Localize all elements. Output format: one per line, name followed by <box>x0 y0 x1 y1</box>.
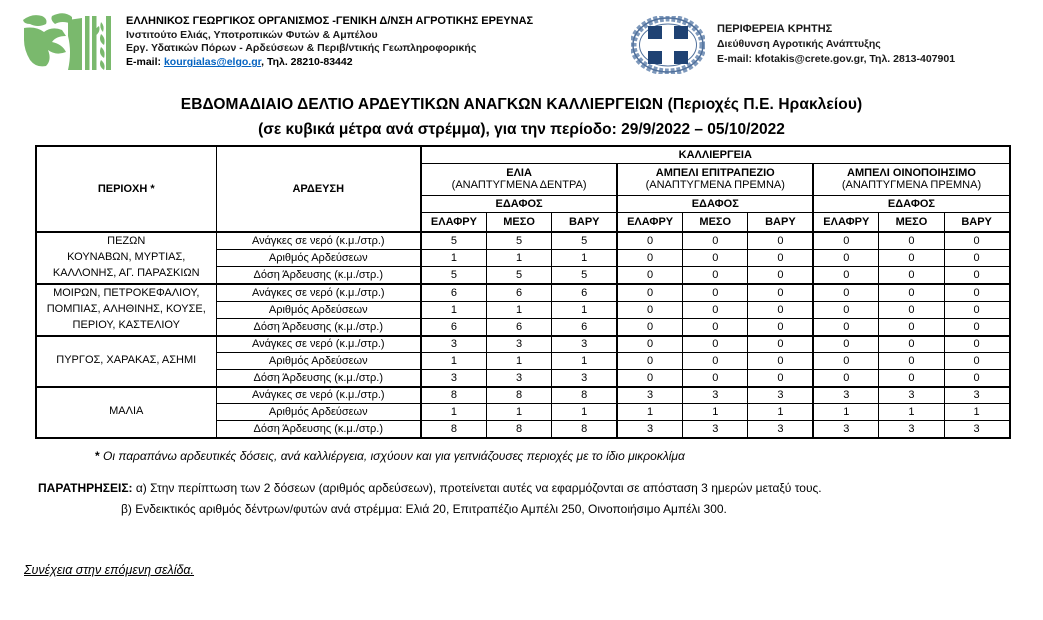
irrigation-metric-label: Αριθμός Αρδεύσεων <box>216 404 421 421</box>
region-name-line: ΚΑΛΛΟΝΗΣ, ΑΓ. ΠΑΡΑΣΚΙΩΝ <box>52 266 200 279</box>
crete-region-header-block <box>631 10 1021 88</box>
value-cell: 3 <box>748 387 813 404</box>
title-line-2: (σε κυβικά μέτρα ανά στρέμμα), για την περίοδο: 29/9/2022 – 05/10/2022 <box>258 121 785 138</box>
value-cell: 3 <box>944 387 1009 404</box>
value-cell: 3 <box>617 421 682 438</box>
crop-header-table-grape <box>617 163 813 195</box>
irrigation-metric-label: Αριθμός Αρδεύσεων <box>216 353 421 370</box>
remark-a-text: α) Στην περίπτωση των 2 δόσεων (αριθμός αρδεύσεων), προτείνεται αυτές να εφαρμόζονται σε απόσταση 3 ημερών μεταξύ τους. <box>132 481 822 495</box>
org-lab: Εργ. Υδατικών Πόρων - Αρδεύσεων & Περιβ/ντικής Γεωπληροφορικής <box>126 42 477 55</box>
value-cell: 0 <box>617 353 682 370</box>
value-cell: 1 <box>486 404 551 421</box>
elgo-email-link[interactable]: kourgialas@elgo.gr <box>163 56 262 69</box>
irrigation-metric-label: Ανάγκες σε νερό (κ.μ./στρ.) <box>216 284 421 301</box>
value-cell: 0 <box>879 336 944 353</box>
value-cell: 5 <box>421 267 486 284</box>
org-contact-line <box>126 56 533 70</box>
irrigation-metric-label: Ανάγκες σε νερό (κ.μ./στρ.) <box>216 387 421 404</box>
value-cell: 0 <box>813 318 878 335</box>
value-cell: 0 <box>748 353 813 370</box>
irrigation-metric-label: Δόση Άρδευσης (κ.μ./στρ.) <box>216 421 421 438</box>
irrigation-metric-label: Ανάγκες σε νερό (κ.μ./στρ.) <box>216 232 421 249</box>
value-cell: 0 <box>813 267 878 284</box>
value-cell: 0 <box>944 353 1009 370</box>
value-cell: 0 <box>944 267 1009 284</box>
irrigation-needs-table <box>35 145 1011 439</box>
crete-region-text <box>717 10 955 66</box>
value-cell: 3 <box>879 421 944 438</box>
column-header-region: ΠΕΡΙΟΧΗ * <box>36 146 216 232</box>
value-cell: 3 <box>813 387 878 404</box>
column-header-cultivation: ΚΑΛΛΙΕΡΓΕΙΑ <box>421 146 1010 163</box>
crop-header-wine-grape <box>813 163 1009 195</box>
region-cell <box>36 387 216 438</box>
region-name-line: ΠΟΜΠΙΑΣ, ΑΛΗΘΙΝΗΣ, ΚΟΥΣΕ, <box>46 302 206 315</box>
soil-type-header: ΜΕΣΟ <box>879 212 944 232</box>
region-contact: E-mail: kfotakis@crete.gov.gr, Τηλ. 2813-407901 <box>717 52 956 65</box>
value-cell: 1 <box>748 404 813 421</box>
value-cell: 6 <box>552 284 617 301</box>
crop-subtitle: (ΑΝΑΠΤΥΓΜΕΝΑ ΠΡΕΜΝΑ) <box>841 179 982 191</box>
value-cell: 3 <box>486 370 551 387</box>
value-cell: 3 <box>944 421 1009 438</box>
region-directorate: Διεύθυνση Αγροτικής Ανάπτυξης <box>717 38 881 51</box>
value-cell: 0 <box>748 336 813 353</box>
region-name-line: ΠΕΡΙΟΥ, ΚΑΣΤΕΛΙΟΥ <box>72 318 180 331</box>
asterisk-footnote <box>95 449 685 463</box>
region-cell <box>36 232 216 284</box>
value-cell: 1 <box>486 353 551 370</box>
value-cell: 0 <box>748 232 813 249</box>
value-cell: 6 <box>486 318 551 335</box>
elgo-header-text <box>126 10 533 70</box>
region-cell <box>36 284 216 336</box>
value-cell: 0 <box>748 249 813 266</box>
value-cell: 0 <box>813 284 878 301</box>
remarks-line-b: β) Ενδεικτικός αριθμός δέντρων/φυτών ανά στρέμμα: Ελιά 20, Επιτραπέζιο Αμπέλι 250, Οινοποιήσιμο Αμπέλι 300. <box>121 502 727 516</box>
value-cell: 0 <box>683 267 748 284</box>
value-cell: 1 <box>944 404 1009 421</box>
value-cell: 6 <box>486 284 551 301</box>
elgo-demeter-logo-icon <box>22 12 112 74</box>
value-cell: 1 <box>552 404 617 421</box>
value-cell: 1 <box>552 353 617 370</box>
value-cell: 0 <box>748 267 813 284</box>
value-cell: 3 <box>683 387 748 404</box>
soil-type-header: ΕΛΑΦΡΥ <box>421 212 486 232</box>
irrigation-metric-label: Δόση Άρδευσης (κ.μ./στρ.) <box>216 318 421 335</box>
bulletin-title <box>0 96 1043 139</box>
value-cell: 0 <box>683 232 748 249</box>
value-cell: 6 <box>421 284 486 301</box>
value-cell: 3 <box>552 336 617 353</box>
value-cell: 0 <box>944 318 1009 335</box>
irrigation-metric-label: Δόση Άρδευσης (κ.μ./στρ.) <box>216 267 421 284</box>
value-cell: 5 <box>552 232 617 249</box>
soil-type-header: ΜΕΣΟ <box>486 212 551 232</box>
value-cell: 8 <box>486 421 551 438</box>
value-cell: 0 <box>879 301 944 318</box>
value-cell: 0 <box>944 301 1009 318</box>
value-cell: 1 <box>421 404 486 421</box>
soil-header: ΕΔΑΦΟΣ <box>421 195 617 212</box>
value-cell: 8 <box>421 387 486 404</box>
value-cell: 0 <box>617 249 682 266</box>
value-cell: 0 <box>748 301 813 318</box>
region-name-line: ΚΟΥΝΑΒΩΝ, ΜΥΡΤΙΑΣ, <box>67 250 186 263</box>
value-cell: 0 <box>617 301 682 318</box>
crop-name: ΕΛΙΑ <box>506 167 532 179</box>
value-cell: 1 <box>683 404 748 421</box>
value-cell: 8 <box>552 421 617 438</box>
table-row <box>36 232 1010 249</box>
value-cell: 0 <box>748 370 813 387</box>
soil-header: ΕΔΑΦΟΣ <box>617 195 813 212</box>
table-row <box>36 387 1010 404</box>
irrigation-table-body <box>36 232 1010 438</box>
value-cell: 1 <box>421 301 486 318</box>
remarks-label: ΠΑΡΑΤΗΡΗΣΕΙΣ: <box>38 481 133 495</box>
column-header-irrigation: ΑΡΔΕΥΣΗ <box>216 146 421 232</box>
irrigation-metric-label: Αριθμός Αρδεύσεων <box>216 249 421 266</box>
crop-name: ΑΜΠΕΛΙ ΟΙΝΟΠΟΙΗΣΙΜΟ <box>847 167 976 179</box>
value-cell: 0 <box>683 353 748 370</box>
crop-header-olive <box>421 163 617 195</box>
region-name-line: ΜΟΙΡΩΝ, ΠΕΤΡΟΚΕΦΑΛΙΟΥ, <box>53 286 200 299</box>
value-cell: 0 <box>813 301 878 318</box>
asterisk: * <box>95 449 100 463</box>
value-cell: 3 <box>552 370 617 387</box>
value-cell: 0 <box>944 249 1009 266</box>
region-name-line: ΠΕΖΩΝ <box>107 235 146 247</box>
value-cell: 0 <box>683 336 748 353</box>
value-cell: 3 <box>748 421 813 438</box>
value-cell: 5 <box>421 232 486 249</box>
value-cell: 0 <box>748 318 813 335</box>
soil-header: ΕΔΑΦΟΣ <box>813 195 1009 212</box>
asterisk-text: Οι παραπάνω αρδευτικές δόσεις, ανά καλλιέργεια, ισχύουν και για γειτνιάζουσες περιοχές με το ίδιο μικροκλίμα <box>99 449 685 463</box>
value-cell: 0 <box>879 318 944 335</box>
region-name: ΠΕΡΙΦΕΡΕΙΑ ΚΡΗΤΗΣ <box>717 23 833 35</box>
value-cell: 0 <box>683 249 748 266</box>
soil-type-header: ΒΑΡΥ <box>944 212 1009 232</box>
value-cell: 5 <box>486 232 551 249</box>
value-cell: 0 <box>879 284 944 301</box>
value-cell: 1 <box>486 249 551 266</box>
elgo-header-block <box>22 10 533 88</box>
value-cell: 8 <box>421 421 486 438</box>
value-cell: 3 <box>421 370 486 387</box>
value-cell: 1 <box>617 404 682 421</box>
value-cell: 1 <box>813 404 878 421</box>
title-line-1: ΕΒΔΟΜΑΔΙΑΙΟ ΔΕΛΤΙΟ ΑΡΔΕΥΤΙΚΩΝ ΑΝΑΓΚΩΝ ΚΑΛΛΙΕΡΓΕΙΩΝ (Περιοχές Π.Ε. Ηρακλείου) <box>180 96 863 113</box>
irrigation-metric-label: Αριθμός Αρδεύσεων <box>216 301 421 318</box>
value-cell: 6 <box>552 318 617 335</box>
value-cell: 0 <box>617 267 682 284</box>
value-cell: 0 <box>813 232 878 249</box>
page-header <box>22 10 1021 88</box>
remarks-line-a <box>38 481 822 495</box>
value-cell: 6 <box>421 318 486 335</box>
irrigation-metric-label: Δόση Άρδευσης (κ.μ./στρ.) <box>216 370 421 387</box>
email-label: E-mail: <box>126 56 164 69</box>
soil-type-header: ΕΛΑΦΡΥ <box>617 212 682 232</box>
crop-name: ΑΜΠΕΛΙ ΕΠΙΤΡΑΠΕΖΙΟ <box>655 167 775 179</box>
soil-type-header: ΒΑΡΥ <box>552 212 617 232</box>
value-cell: 3 <box>421 336 486 353</box>
value-cell: 0 <box>683 284 748 301</box>
value-cell: 8 <box>552 387 617 404</box>
region-name-line: ΜΑΛΙΑ <box>109 405 144 418</box>
soil-type-header: ΒΑΡΥ <box>748 212 813 232</box>
value-cell: 3 <box>683 421 748 438</box>
value-cell: 8 <box>486 387 551 404</box>
value-cell: 0 <box>813 353 878 370</box>
value-cell: 0 <box>813 370 878 387</box>
value-cell: 0 <box>944 232 1009 249</box>
value-cell: 0 <box>683 301 748 318</box>
table-row <box>36 336 1010 353</box>
value-cell: 0 <box>617 318 682 335</box>
value-cell: 0 <box>748 284 813 301</box>
value-cell: 0 <box>683 318 748 335</box>
value-cell: 3 <box>813 421 878 438</box>
region-name-line: ΠΥΡΓΟΣ, ΧΑΡΑΚΑΣ, ΑΣΗΜΙ <box>56 354 197 367</box>
org-name: ΕΛΛΗΝΙΚΟΣ ΓΕΩΡΓΙΚΟΣ ΟΡΓΑΝΙΣΜΟΣ -ΓΕΝΙΚΗ Δ/ΝΣΗ ΑΓΡΟΤΙΚΗΣ ΕΡΕΥΝΑΣ <box>126 15 534 27</box>
value-cell: 0 <box>944 336 1009 353</box>
value-cell: 1 <box>486 301 551 318</box>
crop-subtitle: (ΑΝΑΠΤΥΓΜΕΝΑ ΠΡΕΜΝΑ) <box>645 179 785 191</box>
value-cell: 3 <box>879 387 944 404</box>
table-row <box>36 284 1010 301</box>
org-institute: Ινστιτούτο Ελιάς, Υποτροπικών Φυτών & Αμπέλου <box>126 28 378 41</box>
value-cell: 0 <box>813 249 878 266</box>
value-cell: 3 <box>486 336 551 353</box>
value-cell: 0 <box>683 370 748 387</box>
value-cell: 1 <box>552 301 617 318</box>
value-cell: 0 <box>944 284 1009 301</box>
value-cell: 0 <box>944 370 1009 387</box>
value-cell: 0 <box>617 284 682 301</box>
value-cell: 1 <box>552 249 617 266</box>
soil-type-header: ΜΕΣΟ <box>683 212 748 232</box>
value-cell: 3 <box>617 387 682 404</box>
value-cell: 0 <box>879 267 944 284</box>
value-cell: 0 <box>879 353 944 370</box>
irrigation-metric-label: Ανάγκες σε νερό (κ.μ./στρ.) <box>216 336 421 353</box>
value-cell: 0 <box>879 232 944 249</box>
value-cell: 0 <box>617 336 682 353</box>
value-cell: 1 <box>421 353 486 370</box>
value-cell: 5 <box>552 267 617 284</box>
value-cell: 0 <box>617 370 682 387</box>
value-cell: 5 <box>486 267 551 284</box>
org-phone: , Τηλ. 28210-83442 <box>261 56 353 69</box>
value-cell: 1 <box>879 404 944 421</box>
continuation-note: Συνέχεια στην επόμενη σελίδα. <box>24 563 195 577</box>
value-cell: 0 <box>813 336 878 353</box>
value-cell: 0 <box>879 370 944 387</box>
value-cell: 0 <box>617 232 682 249</box>
value-cell: 1 <box>421 249 486 266</box>
hellenic-republic-emblem-icon <box>631 16 705 74</box>
crop-subtitle: (ΑΝΑΠΤΥΓΜΕΝΑ ΔΕΝΤΡΑ) <box>451 179 587 191</box>
soil-type-header: ΕΛΑΦΡΥ <box>813 212 878 232</box>
value-cell: 0 <box>879 249 944 266</box>
region-cell <box>36 336 216 387</box>
